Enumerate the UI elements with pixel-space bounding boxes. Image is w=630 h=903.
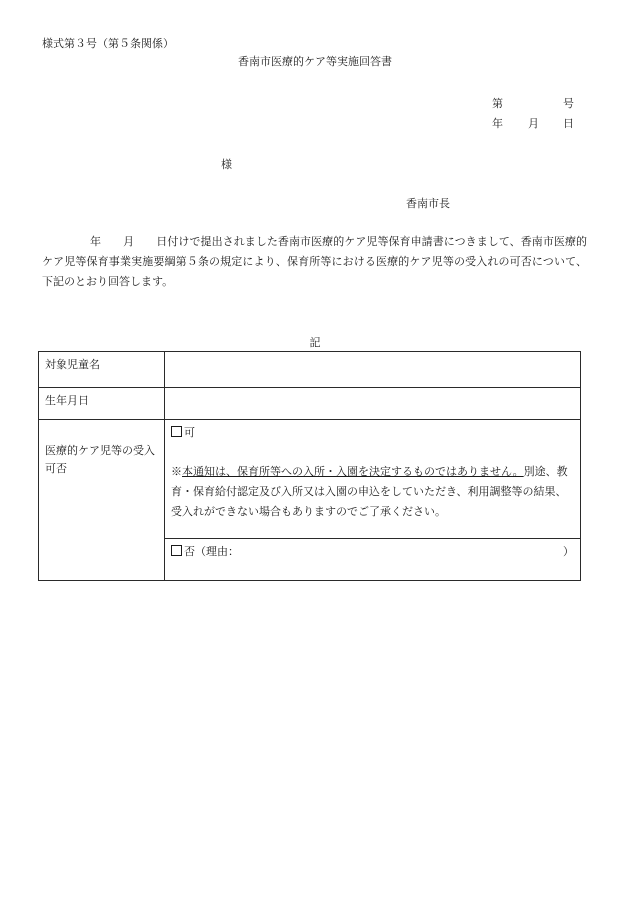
document-title: 香南市医療的ケア等実施回答書 [238, 55, 392, 68]
body-year-label: 年 [90, 235, 102, 248]
date-day-label: 日 [563, 117, 574, 130]
response-table [38, 351, 581, 581]
accept-checkbox[interactable] [171, 426, 182, 437]
accept-option-label: 可 [184, 426, 195, 439]
notice-rest: 別途、教育・保育給付認定及び入所又は入園の申込をしていただき、利用調整等の結果、受入れができない場合もありますのでご了承ください。 [171, 465, 568, 518]
reject-close-paren: ） [563, 545, 574, 558]
ki-heading: 記 [309, 336, 321, 349]
sender-name: 香南市長 [406, 197, 450, 210]
notice-mark: ※ [171, 465, 182, 478]
document-number-suffix: 号 [563, 97, 574, 110]
document-number-label: 第 [492, 97, 503, 110]
notice-underlined: 本通知は、保育所等への入所・入園を決定するものではありません。 [182, 465, 524, 478]
body-paragraph [42, 232, 587, 292]
reject-option-cell [165, 539, 581, 581]
body-month-label: 月 [123, 235, 135, 248]
dob-field[interactable] [165, 388, 581, 420]
table-row-dob [39, 388, 581, 420]
date-month-label: 月 [528, 117, 539, 130]
date-year-label: 年 [492, 117, 503, 130]
dob-label: 生年月日 [39, 388, 165, 420]
body-text: 日付けで提出されました香南市医療的ケア児等保育申請書につきまして、香南市医療的ケア児等保育事業実施要綱第５条の規定により、保育所等における医療的ケア児等の受入れの可否について、下記のとおり回答します。 [42, 235, 588, 288]
reject-option-label: 否（理由： [184, 545, 239, 558]
reject-checkbox[interactable] [171, 545, 182, 556]
addressee-honorific: 様 [221, 158, 232, 171]
form-number: 様式第３号（第５条関係） [42, 37, 174, 50]
child-name-label: 対象児童名 [39, 352, 165, 388]
accept-option-cell [165, 420, 581, 539]
table-row-acceptance [39, 420, 581, 539]
notice-text [171, 462, 574, 522]
acceptance-label: 医療的ケア児等の受入可否 [39, 420, 165, 581]
child-name-field[interactable] [165, 352, 581, 388]
table-row-child-name [39, 352, 581, 388]
